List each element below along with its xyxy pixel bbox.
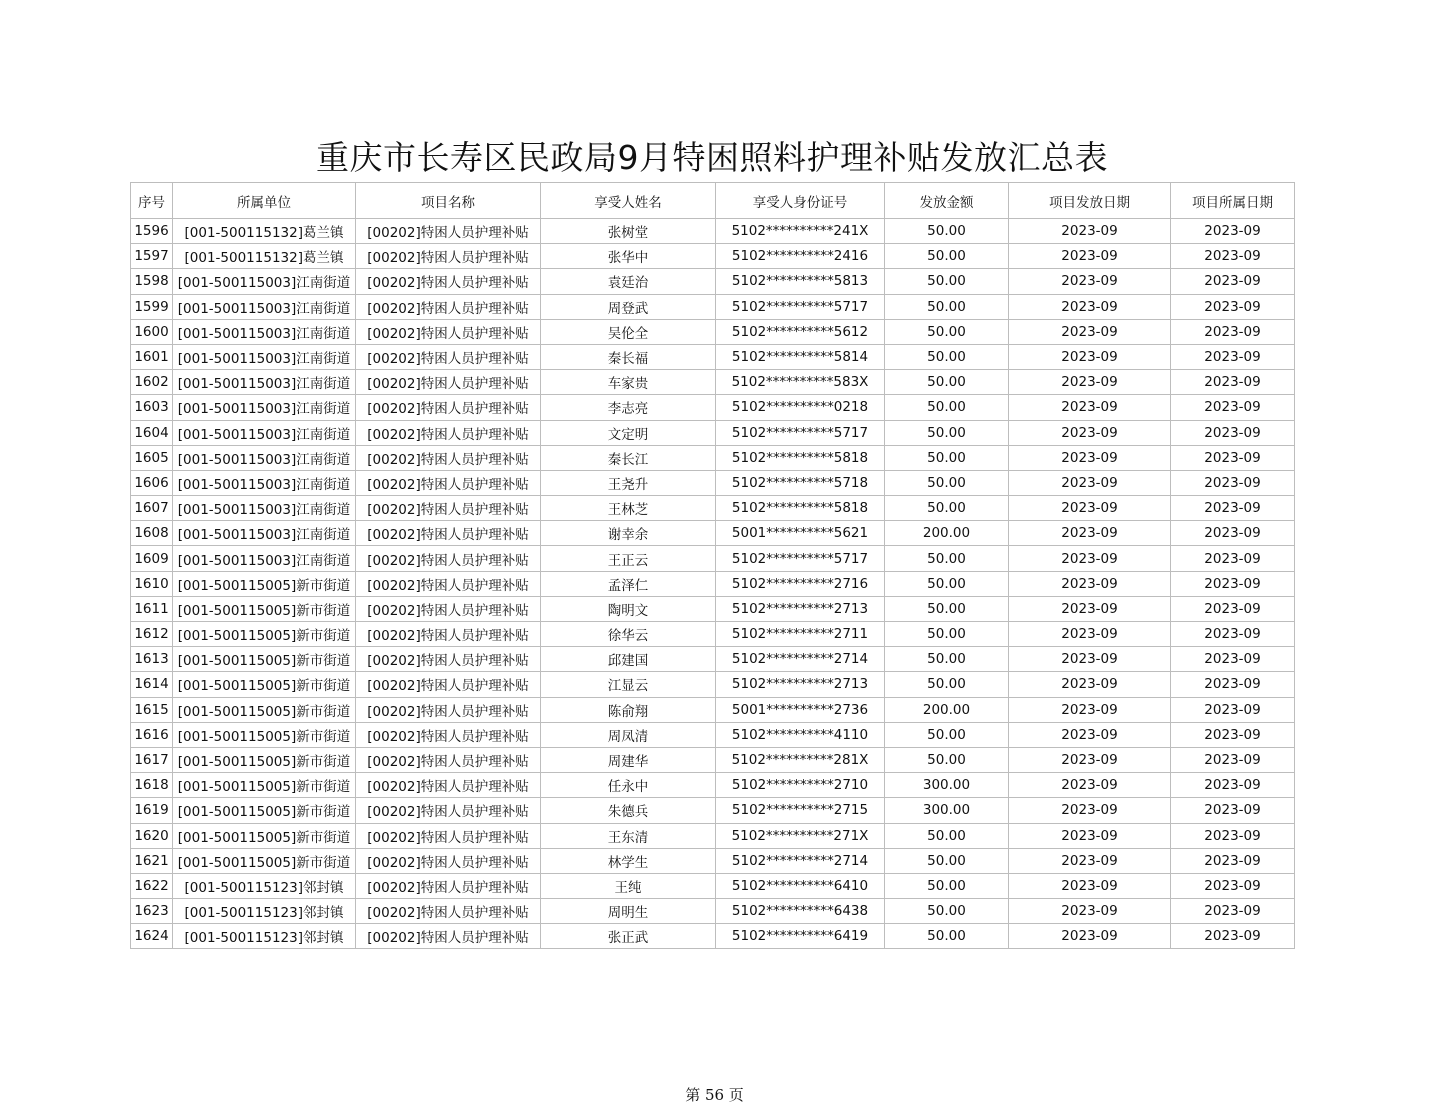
- id-cell: 5102**********5813: [716, 269, 885, 294]
- table-row: [131, 219, 1295, 244]
- period-cell: 2023-09: [1171, 496, 1295, 521]
- name-cell: 王正云: [541, 546, 716, 571]
- seq-cell: 1606: [131, 470, 173, 495]
- project-cell: [00202]特困人员护理补贴: [356, 420, 541, 445]
- unit-cell: [001-500115123]邻封镇: [173, 924, 356, 949]
- subsidy-table: [130, 182, 1295, 949]
- issue-date-cell: 2023-09: [1009, 647, 1171, 672]
- amount-cell: 50.00: [885, 470, 1009, 495]
- amount-cell: 200.00: [885, 697, 1009, 722]
- id-cell: 5001**********5621: [716, 521, 885, 546]
- amount-cell: 50.00: [885, 873, 1009, 898]
- period-cell: 2023-09: [1171, 798, 1295, 823]
- project-cell: [00202]特困人员护理补贴: [356, 596, 541, 621]
- amount-cell: 50.00: [885, 596, 1009, 621]
- table-row: [131, 596, 1295, 621]
- period-cell: 2023-09: [1171, 571, 1295, 596]
- project-cell: [00202]特困人员护理补贴: [356, 647, 541, 672]
- unit-cell: [001-500115005]新市街道: [173, 848, 356, 873]
- unit-cell: [001-500115005]新市街道: [173, 596, 356, 621]
- name-cell: 周明生: [541, 899, 716, 924]
- unit-cell: [001-500115005]新市街道: [173, 647, 356, 672]
- amount-cell: 50.00: [885, 370, 1009, 395]
- amount-cell: 50.00: [885, 924, 1009, 949]
- seq-cell: 1621: [131, 848, 173, 873]
- period-cell: 2023-09: [1171, 899, 1295, 924]
- name-cell: 秦长江: [541, 445, 716, 470]
- table-row: [131, 395, 1295, 420]
- amount-cell: 50.00: [885, 823, 1009, 848]
- period-cell: 2023-09: [1171, 596, 1295, 621]
- unit-cell: [001-500115003]江南街道: [173, 445, 356, 470]
- issue-date-cell: 2023-09: [1009, 546, 1171, 571]
- seq-cell: 1597: [131, 244, 173, 269]
- id-cell: 5102**********281X: [716, 747, 885, 772]
- amount-cell: 50.00: [885, 319, 1009, 344]
- unit-cell: [001-500115005]新市街道: [173, 622, 356, 647]
- unit-cell: [001-500115005]新市街道: [173, 798, 356, 823]
- project-cell: [00202]特困人员护理补贴: [356, 848, 541, 873]
- period-cell: 2023-09: [1171, 722, 1295, 747]
- project-cell: [00202]特困人员护理补贴: [356, 571, 541, 596]
- table-row: [131, 823, 1295, 848]
- column-header: 项目发放日期: [1009, 183, 1171, 219]
- project-cell: [00202]特困人员护理补贴: [356, 823, 541, 848]
- issue-date-cell: 2023-09: [1009, 244, 1171, 269]
- issue-date-cell: 2023-09: [1009, 773, 1171, 798]
- seq-cell: 1596: [131, 219, 173, 244]
- unit-cell: [001-500115005]新市街道: [173, 697, 356, 722]
- seq-cell: 1601: [131, 344, 173, 369]
- table-row: [131, 244, 1295, 269]
- unit-cell: [001-500115132]葛兰镇: [173, 219, 356, 244]
- table-row: [131, 496, 1295, 521]
- period-cell: 2023-09: [1171, 344, 1295, 369]
- name-cell: 陈俞翔: [541, 697, 716, 722]
- seq-cell: 1613: [131, 647, 173, 672]
- project-cell: [00202]特困人员护理补贴: [356, 672, 541, 697]
- issue-date-cell: 2023-09: [1009, 496, 1171, 521]
- table-row: [131, 269, 1295, 294]
- project-cell: [00202]特困人员护理补贴: [356, 622, 541, 647]
- period-cell: 2023-09: [1171, 697, 1295, 722]
- period-cell: 2023-09: [1171, 848, 1295, 873]
- period-cell: 2023-09: [1171, 924, 1295, 949]
- unit-cell: [001-500115003]江南街道: [173, 546, 356, 571]
- period-cell: 2023-09: [1171, 269, 1295, 294]
- issue-date-cell: 2023-09: [1009, 344, 1171, 369]
- seq-cell: 1614: [131, 672, 173, 697]
- name-cell: 吴伦全: [541, 319, 716, 344]
- table-row: [131, 370, 1295, 395]
- id-cell: 5102**********2713: [716, 596, 885, 621]
- amount-cell: 50.00: [885, 546, 1009, 571]
- amount-cell: 50.00: [885, 219, 1009, 244]
- project-cell: [00202]特困人员护理补贴: [356, 269, 541, 294]
- issue-date-cell: 2023-09: [1009, 747, 1171, 772]
- seq-cell: 1602: [131, 370, 173, 395]
- column-header: 发放金额: [885, 183, 1009, 219]
- id-cell: 5102**********2716: [716, 571, 885, 596]
- project-cell: [00202]特困人员护理补贴: [356, 344, 541, 369]
- period-cell: 2023-09: [1171, 521, 1295, 546]
- project-cell: [00202]特困人员护理补贴: [356, 798, 541, 823]
- name-cell: 邱建国: [541, 647, 716, 672]
- seq-cell: 1603: [131, 395, 173, 420]
- unit-cell: [001-500115003]江南街道: [173, 395, 356, 420]
- period-cell: 2023-09: [1171, 823, 1295, 848]
- period-cell: 2023-09: [1171, 470, 1295, 495]
- unit-cell: [001-500115132]葛兰镇: [173, 244, 356, 269]
- name-cell: 王纯: [541, 873, 716, 898]
- name-cell: 车家贵: [541, 370, 716, 395]
- seq-cell: 1605: [131, 445, 173, 470]
- column-header: 所属单位: [173, 183, 356, 219]
- seq-cell: 1610: [131, 571, 173, 596]
- issue-date-cell: 2023-09: [1009, 294, 1171, 319]
- unit-cell: [001-500115003]江南街道: [173, 294, 356, 319]
- unit-cell: [001-500115123]邻封镇: [173, 899, 356, 924]
- table-row: [131, 722, 1295, 747]
- amount-cell: 50.00: [885, 294, 1009, 319]
- seq-cell: 1618: [131, 773, 173, 798]
- issue-date-cell: 2023-09: [1009, 697, 1171, 722]
- seq-cell: 1620: [131, 823, 173, 848]
- unit-cell: [001-500115005]新市街道: [173, 672, 356, 697]
- seq-cell: 1611: [131, 596, 173, 621]
- name-cell: 孟泽仁: [541, 571, 716, 596]
- unit-cell: [001-500115005]新市街道: [173, 747, 356, 772]
- issue-date-cell: 2023-09: [1009, 420, 1171, 445]
- id-cell: 5102**********5718: [716, 470, 885, 495]
- amount-cell: 50.00: [885, 445, 1009, 470]
- seq-cell: 1619: [131, 798, 173, 823]
- amount-cell: 300.00: [885, 773, 1009, 798]
- project-cell: [00202]特困人员护理补贴: [356, 370, 541, 395]
- seq-cell: 1616: [131, 722, 173, 747]
- amount-cell: 50.00: [885, 622, 1009, 647]
- project-cell: [00202]特困人员护理补贴: [356, 873, 541, 898]
- project-cell: [00202]特困人员护理补贴: [356, 244, 541, 269]
- project-cell: [00202]特困人员护理补贴: [356, 219, 541, 244]
- table-row: [131, 647, 1295, 672]
- id-cell: 5102**********241X: [716, 219, 885, 244]
- project-cell: [00202]特困人员护理补贴: [356, 722, 541, 747]
- table-row: [131, 420, 1295, 445]
- table-row: [131, 470, 1295, 495]
- project-cell: [00202]特困人员护理补贴: [356, 521, 541, 546]
- id-cell: 5102**********2715: [716, 798, 885, 823]
- issue-date-cell: 2023-09: [1009, 899, 1171, 924]
- amount-cell: 200.00: [885, 521, 1009, 546]
- table-row: [131, 672, 1295, 697]
- table-row: [131, 294, 1295, 319]
- amount-cell: 50.00: [885, 344, 1009, 369]
- period-cell: 2023-09: [1171, 445, 1295, 470]
- unit-cell: [001-500115005]新市街道: [173, 823, 356, 848]
- issue-date-cell: 2023-09: [1009, 521, 1171, 546]
- unit-cell: [001-500115003]江南街道: [173, 344, 356, 369]
- seq-cell: 1623: [131, 899, 173, 924]
- issue-date-cell: 2023-09: [1009, 798, 1171, 823]
- name-cell: 李志亮: [541, 395, 716, 420]
- name-cell: 朱德兵: [541, 798, 716, 823]
- period-cell: 2023-09: [1171, 219, 1295, 244]
- unit-cell: [001-500115005]新市街道: [173, 773, 356, 798]
- name-cell: 张正武: [541, 924, 716, 949]
- unit-cell: [001-500115003]江南街道: [173, 521, 356, 546]
- table-row: [131, 521, 1295, 546]
- issue-date-cell: 2023-09: [1009, 622, 1171, 647]
- table-header-row: [131, 183, 1295, 219]
- table-row: [131, 773, 1295, 798]
- unit-cell: [001-500115003]江南街道: [173, 319, 356, 344]
- table-row: [131, 546, 1295, 571]
- seq-cell: 1607: [131, 496, 173, 521]
- name-cell: 周凤清: [541, 722, 716, 747]
- issue-date-cell: 2023-09: [1009, 848, 1171, 873]
- project-cell: [00202]特困人员护理补贴: [356, 496, 541, 521]
- table-row: [131, 848, 1295, 873]
- name-cell: 秦长福: [541, 344, 716, 369]
- seq-cell: 1615: [131, 697, 173, 722]
- amount-cell: 50.00: [885, 848, 1009, 873]
- id-cell: 5102**********0218: [716, 395, 885, 420]
- project-cell: [00202]特困人员护理补贴: [356, 395, 541, 420]
- amount-cell: 50.00: [885, 244, 1009, 269]
- table-row: [131, 873, 1295, 898]
- issue-date-cell: 2023-09: [1009, 571, 1171, 596]
- amount-cell: 50.00: [885, 647, 1009, 672]
- id-cell: 5102**********2714: [716, 647, 885, 672]
- table-row: [131, 571, 1295, 596]
- id-cell: 5102**********5814: [716, 344, 885, 369]
- issue-date-cell: 2023-09: [1009, 319, 1171, 344]
- table-row: [131, 697, 1295, 722]
- issue-date-cell: 2023-09: [1009, 873, 1171, 898]
- amount-cell: 50.00: [885, 420, 1009, 445]
- name-cell: 江显云: [541, 672, 716, 697]
- column-header: 项目所属日期: [1171, 183, 1295, 219]
- id-cell: 5102**********583X: [716, 370, 885, 395]
- column-header: 享受人姓名: [541, 183, 716, 219]
- id-cell: 5102**********5717: [716, 420, 885, 445]
- page-number: 第 56 页: [685, 1086, 744, 1104]
- seq-cell: 1608: [131, 521, 173, 546]
- name-cell: 徐华云: [541, 622, 716, 647]
- period-cell: 2023-09: [1171, 747, 1295, 772]
- project-cell: [00202]特困人员护理补贴: [356, 319, 541, 344]
- table-row: [131, 344, 1295, 369]
- project-cell: [00202]特困人员护理补贴: [356, 697, 541, 722]
- amount-cell: 50.00: [885, 672, 1009, 697]
- id-cell: 5102**********6410: [716, 873, 885, 898]
- period-cell: 2023-09: [1171, 546, 1295, 571]
- id-cell: 5102**********271X: [716, 823, 885, 848]
- issue-date-cell: 2023-09: [1009, 722, 1171, 747]
- issue-date-cell: 2023-09: [1009, 395, 1171, 420]
- name-cell: 林学生: [541, 848, 716, 873]
- seq-cell: 1604: [131, 420, 173, 445]
- table-row: [131, 798, 1295, 823]
- issue-date-cell: 2023-09: [1009, 924, 1171, 949]
- unit-cell: [001-500115003]江南街道: [173, 470, 356, 495]
- page-title: 重庆市长寿区民政局9月特困照料护理补贴发放汇总表: [316, 138, 1108, 177]
- name-cell: 任永中: [541, 773, 716, 798]
- id-cell: 5102**********2714: [716, 848, 885, 873]
- period-cell: 2023-09: [1171, 244, 1295, 269]
- seq-cell: 1600: [131, 319, 173, 344]
- period-cell: 2023-09: [1171, 420, 1295, 445]
- id-cell: 5102**********5717: [716, 546, 885, 571]
- period-cell: 2023-09: [1171, 873, 1295, 898]
- period-cell: 2023-09: [1171, 319, 1295, 344]
- id-cell: 5102**********5818: [716, 496, 885, 521]
- table-row: [131, 319, 1295, 344]
- id-cell: 5102**********2711: [716, 622, 885, 647]
- id-cell: 5102**********5612: [716, 319, 885, 344]
- seq-cell: 1609: [131, 546, 173, 571]
- name-cell: 周建华: [541, 747, 716, 772]
- name-cell: 陶明文: [541, 596, 716, 621]
- unit-cell: [001-500115005]新市街道: [173, 571, 356, 596]
- issue-date-cell: 2023-09: [1009, 596, 1171, 621]
- table-body: [131, 219, 1295, 949]
- id-cell: 5102**********2416: [716, 244, 885, 269]
- amount-cell: 50.00: [885, 395, 1009, 420]
- unit-cell: [001-500115003]江南街道: [173, 370, 356, 395]
- unit-cell: [001-500115005]新市街道: [173, 722, 356, 747]
- amount-cell: 50.00: [885, 899, 1009, 924]
- issue-date-cell: 2023-09: [1009, 823, 1171, 848]
- unit-cell: [001-500115003]江南街道: [173, 269, 356, 294]
- seq-cell: 1599: [131, 294, 173, 319]
- id-cell: 5102**********5717: [716, 294, 885, 319]
- project-cell: [00202]特困人员护理补贴: [356, 747, 541, 772]
- amount-cell: 50.00: [885, 269, 1009, 294]
- amount-cell: 50.00: [885, 747, 1009, 772]
- unit-cell: [001-500115003]江南街道: [173, 420, 356, 445]
- name-cell: 张树堂: [541, 219, 716, 244]
- amount-cell: 50.00: [885, 571, 1009, 596]
- seq-cell: 1624: [131, 924, 173, 949]
- name-cell: 王东清: [541, 823, 716, 848]
- project-cell: [00202]特困人员护理补贴: [356, 924, 541, 949]
- name-cell: 谢幸余: [541, 521, 716, 546]
- id-cell: 5102**********6419: [716, 924, 885, 949]
- project-cell: [00202]特困人员护理补贴: [356, 294, 541, 319]
- id-cell: 5001**********2736: [716, 697, 885, 722]
- project-cell: [00202]特困人员护理补贴: [356, 773, 541, 798]
- name-cell: 周登武: [541, 294, 716, 319]
- issue-date-cell: 2023-09: [1009, 672, 1171, 697]
- period-cell: 2023-09: [1171, 622, 1295, 647]
- unit-cell: [001-500115003]江南街道: [173, 496, 356, 521]
- issue-date-cell: 2023-09: [1009, 470, 1171, 495]
- seq-cell: 1622: [131, 873, 173, 898]
- id-cell: 5102**********6438: [716, 899, 885, 924]
- period-cell: 2023-09: [1171, 294, 1295, 319]
- table-row: [131, 445, 1295, 470]
- table-row: [131, 899, 1295, 924]
- table-row: [131, 622, 1295, 647]
- id-cell: 5102**********2713: [716, 672, 885, 697]
- issue-date-cell: 2023-09: [1009, 219, 1171, 244]
- period-cell: 2023-09: [1171, 395, 1295, 420]
- id-cell: 5102**********4110: [716, 722, 885, 747]
- column-header: 项目名称: [356, 183, 541, 219]
- name-cell: 张华中: [541, 244, 716, 269]
- id-cell: 5102**********2710: [716, 773, 885, 798]
- table-row: [131, 747, 1295, 772]
- period-cell: 2023-09: [1171, 672, 1295, 697]
- name-cell: 王林芝: [541, 496, 716, 521]
- period-cell: 2023-09: [1171, 647, 1295, 672]
- column-header: 序号: [131, 183, 173, 219]
- project-cell: [00202]特困人员护理补贴: [356, 546, 541, 571]
- issue-date-cell: 2023-09: [1009, 370, 1171, 395]
- project-cell: [00202]特困人员护理补贴: [356, 470, 541, 495]
- name-cell: 袁廷治: [541, 269, 716, 294]
- amount-cell: 300.00: [885, 798, 1009, 823]
- issue-date-cell: 2023-09: [1009, 445, 1171, 470]
- table-row: [131, 924, 1295, 949]
- column-header: 享受人身份证号: [716, 183, 885, 219]
- name-cell: 王尧升: [541, 470, 716, 495]
- project-cell: [00202]特困人员护理补贴: [356, 899, 541, 924]
- name-cell: 文定明: [541, 420, 716, 445]
- seq-cell: 1598: [131, 269, 173, 294]
- amount-cell: 50.00: [885, 496, 1009, 521]
- period-cell: 2023-09: [1171, 773, 1295, 798]
- issue-date-cell: 2023-09: [1009, 269, 1171, 294]
- id-cell: 5102**********5818: [716, 445, 885, 470]
- period-cell: 2023-09: [1171, 370, 1295, 395]
- amount-cell: 50.00: [885, 722, 1009, 747]
- unit-cell: [001-500115123]邻封镇: [173, 873, 356, 898]
- project-cell: [00202]特困人员护理补贴: [356, 445, 541, 470]
- seq-cell: 1612: [131, 622, 173, 647]
- seq-cell: 1617: [131, 747, 173, 772]
